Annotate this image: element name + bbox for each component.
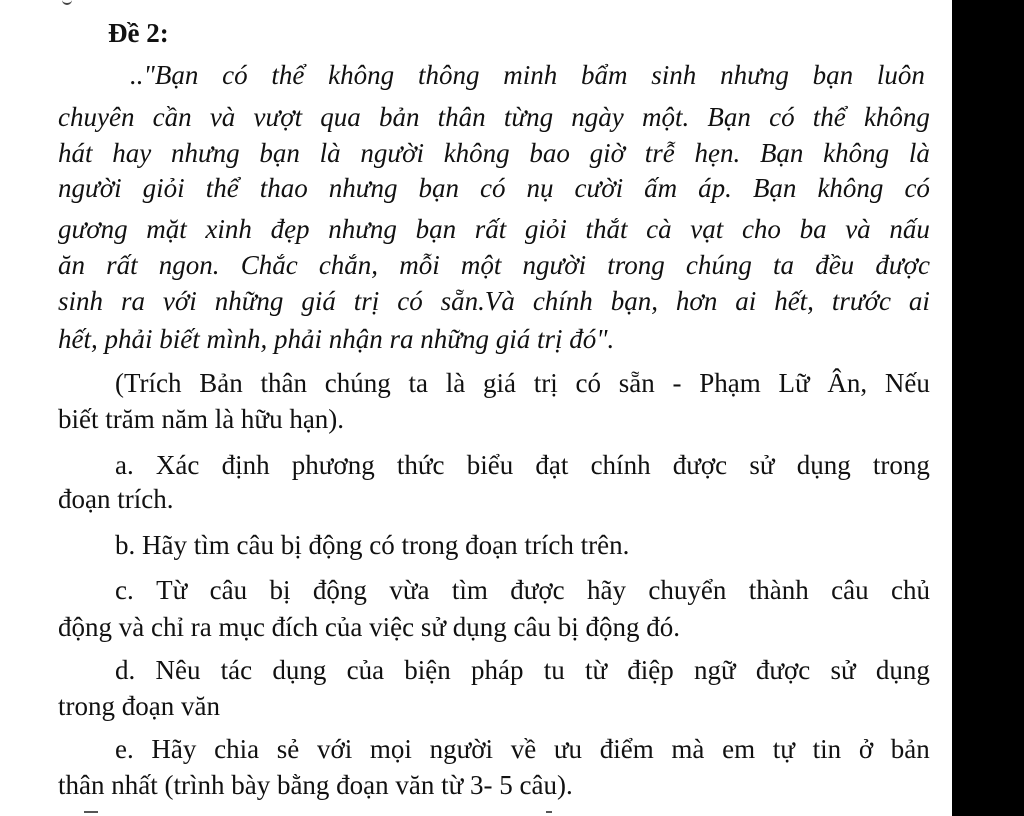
word: gương	[58, 214, 128, 244]
word: có	[769, 102, 795, 132]
word: được	[875, 250, 930, 280]
word: động	[312, 575, 367, 605]
word: điểm	[599, 734, 654, 764]
word: Hãy	[151, 734, 197, 764]
word: thao	[259, 173, 308, 203]
word: nhưng	[328, 214, 397, 244]
word: thể	[271, 60, 305, 90]
word: ưu	[553, 734, 583, 764]
word: về	[510, 734, 537, 764]
word: không	[328, 60, 395, 90]
word: ai	[908, 286, 930, 316]
word: có	[397, 286, 423, 316]
word: rất	[474, 214, 507, 244]
word: chúng	[324, 368, 391, 398]
word: em	[722, 734, 756, 764]
word: giá	[301, 286, 336, 316]
question-c: động và chỉ ra mục đích của việc sử dụng câu bị động đó.	[58, 612, 680, 642]
question-c	[115, 573, 930, 607]
word: bạn	[812, 60, 854, 90]
word: ở	[858, 734, 874, 764]
word: giờ	[589, 138, 626, 168]
word: phương	[291, 450, 375, 480]
word: có	[480, 173, 506, 203]
word: Bạn	[759, 138, 804, 168]
word: thân	[260, 368, 308, 398]
question-b: b. Hãy tìm câu bị động có trong đoạn trích trên.	[115, 530, 630, 560]
word: Chắc	[240, 250, 298, 280]
word: d.	[115, 655, 136, 685]
word: chúng	[685, 250, 752, 280]
word: một	[460, 250, 502, 280]
word: vừa	[389, 575, 430, 605]
word: Ân,	[827, 368, 868, 398]
word: hát	[58, 138, 93, 168]
word: sinh	[58, 286, 104, 316]
word: Bản	[199, 368, 243, 398]
word: chuyển	[648, 575, 727, 605]
word: sẵn	[618, 368, 655, 398]
word: chính	[532, 286, 593, 316]
word: có	[222, 60, 248, 90]
word: trị	[353, 286, 380, 316]
word: giỏi	[524, 214, 567, 244]
word: đẹp	[270, 214, 310, 244]
word: được	[672, 450, 728, 480]
word: biện	[404, 655, 451, 685]
quote-line	[58, 248, 930, 282]
quote-line	[58, 212, 930, 246]
word: người	[58, 173, 122, 203]
word: ngon.	[158, 250, 220, 280]
word: thức	[396, 450, 445, 480]
word: nấu	[889, 214, 930, 244]
word: bạn	[418, 173, 459, 203]
word: c.	[115, 575, 134, 605]
word: điệp	[627, 655, 674, 685]
word: dụng	[875, 655, 930, 685]
word: nhưng	[720, 60, 789, 90]
word: Nêu	[155, 655, 201, 685]
word: vượt	[253, 102, 303, 132]
word: Nếu	[884, 368, 930, 398]
question-a: đoạn trích.	[58, 484, 174, 514]
word: thắt	[585, 214, 628, 244]
word: áp.	[698, 173, 732, 203]
quote-line	[58, 171, 930, 205]
word: ai	[735, 286, 757, 316]
word: câu	[209, 575, 248, 605]
word: trong	[607, 250, 665, 280]
word: tin	[812, 734, 842, 764]
word: minh	[503, 60, 558, 90]
word: cho	[741, 214, 781, 244]
word: nụ	[526, 173, 554, 203]
word: chia	[214, 734, 260, 764]
word: hãy	[587, 575, 627, 605]
word: không	[443, 138, 510, 168]
word: sử	[749, 450, 775, 480]
word: ra	[120, 286, 145, 316]
word: những	[214, 286, 284, 316]
word: là	[319, 138, 341, 168]
word: sử	[830, 655, 856, 685]
word: mà	[671, 734, 705, 764]
word: bao	[529, 138, 570, 168]
cropped-text-mark	[62, 0, 72, 5]
word: được	[755, 655, 811, 685]
question-d: trong đoạn văn	[58, 691, 220, 721]
word: hẹn.	[694, 138, 741, 168]
quote-line: hết, phải biết mình, phải nhận ra những giá trị đó".	[58, 324, 615, 354]
word: cần	[152, 102, 192, 132]
word: e.	[115, 734, 134, 764]
word: qua	[320, 102, 361, 132]
word: pháp	[471, 655, 524, 685]
word: câu	[831, 575, 869, 605]
word: bẩm	[581, 60, 628, 90]
word: thông	[417, 60, 480, 90]
word: chính	[590, 450, 651, 480]
source-citation: biết trăm năm là hữu hạn).	[58, 404, 345, 434]
word: -	[672, 368, 682, 398]
word: Lữ	[778, 368, 810, 398]
word: bản	[890, 734, 930, 764]
word: hơn	[675, 286, 718, 316]
question-e	[115, 732, 930, 766]
word: trong	[872, 450, 930, 480]
quote-line	[58, 284, 930, 318]
word: có	[575, 368, 601, 398]
word: là	[445, 368, 466, 398]
word: với	[162, 286, 197, 316]
word: .."Bạn	[130, 60, 199, 90]
word: Bạn	[707, 102, 751, 132]
quote-line	[58, 100, 930, 134]
word: giỏi	[142, 173, 185, 203]
word: và	[209, 102, 236, 132]
word: a.	[115, 450, 134, 480]
word: ấm	[644, 173, 678, 203]
word: mỗi	[399, 250, 440, 280]
word: Bạn	[752, 173, 797, 203]
word: thân	[437, 102, 486, 132]
word: người	[360, 138, 424, 168]
word: hết,	[774, 286, 814, 316]
word: chủ	[891, 575, 930, 605]
word: một.	[641, 102, 690, 132]
word: bạn	[259, 138, 300, 168]
word: rất	[106, 250, 138, 280]
word: thể	[205, 173, 239, 203]
word: sẻ	[276, 734, 300, 764]
word: bạn,	[610, 286, 658, 316]
word: thành	[748, 575, 809, 605]
cropped-text-mark	[84, 811, 98, 813]
question-e: thân nhất (trình bày bằng đoạn văn từ 3- 5 câu).	[58, 770, 573, 800]
word: chuyên	[58, 102, 135, 132]
word: đều	[815, 250, 855, 280]
quote-line	[58, 136, 930, 170]
word: tìm	[451, 575, 488, 605]
source-citation	[115, 366, 930, 400]
word: tác	[220, 655, 253, 685]
word: từng	[503, 102, 554, 132]
word: trước	[831, 286, 891, 316]
word: sẵn.Và	[440, 286, 515, 316]
word: bị	[269, 575, 291, 605]
word: ta	[773, 250, 795, 280]
word: trễ	[644, 138, 675, 168]
word: xinh	[205, 214, 252, 244]
word: thể	[812, 102, 846, 132]
word: là	[908, 138, 930, 168]
question-d	[115, 653, 930, 687]
word: ba	[799, 214, 827, 244]
exam-heading: Đề 2:	[108, 18, 169, 48]
word: dụng	[796, 450, 851, 480]
word: của	[346, 655, 385, 685]
word: chắn,	[318, 250, 379, 280]
word: người	[522, 250, 587, 280]
word: nhưng	[170, 138, 240, 168]
word: không	[823, 138, 890, 168]
word: với	[316, 734, 353, 764]
word: bạn	[415, 214, 457, 244]
word: hay	[112, 138, 152, 168]
word: ta	[408, 368, 428, 398]
word: từ	[584, 655, 608, 685]
black-margin	[952, 0, 1024, 816]
word: dụng	[272, 655, 327, 685]
word: sinh	[651, 60, 697, 90]
word: cà	[646, 214, 672, 244]
word: được	[510, 575, 565, 605]
word: người	[429, 734, 494, 764]
word: mặt	[146, 214, 187, 244]
word: định	[221, 450, 270, 480]
word: Xác	[155, 450, 200, 480]
word: mọi	[369, 734, 412, 764]
word: ngày	[571, 102, 624, 132]
word: không	[817, 173, 884, 203]
word: giá	[483, 368, 516, 398]
word: Từ	[156, 575, 188, 605]
quote-line	[130, 58, 925, 92]
word: Phạm	[699, 368, 761, 398]
question-a	[115, 448, 930, 482]
word: luôn	[876, 60, 925, 90]
word: (Trích	[115, 368, 182, 398]
word: và	[845, 214, 871, 244]
word: nhưng	[328, 173, 398, 203]
word: ngữ	[694, 655, 736, 685]
word: bản	[378, 102, 420, 132]
word: tu	[543, 655, 565, 685]
word: trị	[533, 368, 558, 398]
word: vạt	[690, 214, 724, 244]
cropped-text-mark	[546, 811, 552, 813]
word: đạt	[535, 450, 569, 480]
word: biểu	[466, 450, 514, 480]
word: ăn	[58, 250, 85, 280]
word: cười	[574, 173, 624, 203]
word: tự	[772, 734, 795, 764]
word: có	[904, 173, 930, 203]
word: không	[863, 102, 930, 132]
